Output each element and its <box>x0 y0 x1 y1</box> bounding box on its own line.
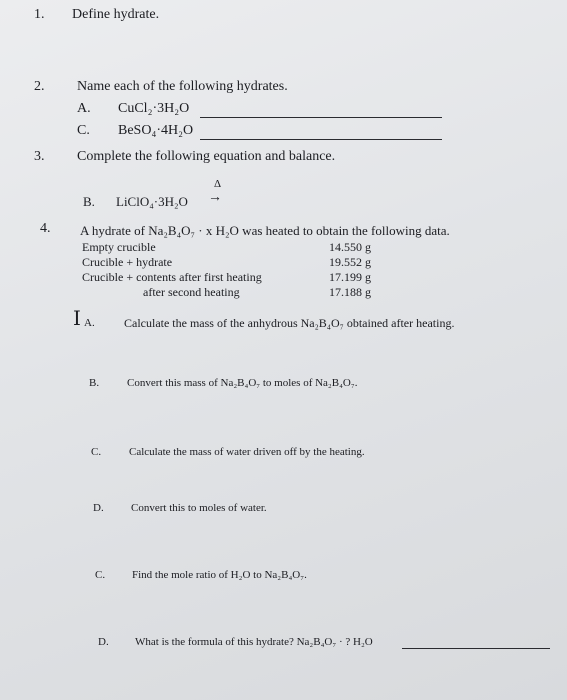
text-cursor-icon: I <box>73 306 81 330</box>
data-row-label: Crucible + hydrate <box>82 255 173 269</box>
q4-part-letter: D. <box>93 502 104 514</box>
q3-reactant: LiClO₄·3H₂O <box>116 194 188 209</box>
q4-part-text: Calculate the mass of the anhydrous Na₂B₄O₇ obtained after heating. <box>124 316 455 330</box>
q4-formula-answer-line[interactable] <box>402 648 550 649</box>
q2-item-c-answer-line[interactable] <box>200 139 442 140</box>
data-row-value: 17.188 g <box>329 285 371 299</box>
q2-item-c-formula: BeSO₄·4H₂O <box>118 123 194 138</box>
q2-item-c-letter: C. <box>77 123 90 138</box>
q1-number: 1. <box>34 7 45 22</box>
q2-item-a-letter: A. <box>77 101 91 116</box>
q2-number: 2. <box>34 79 45 94</box>
data-row-label: after second heating <box>143 285 240 299</box>
heat-symbol: Δ <box>214 178 222 190</box>
q4-part-text: Convert this to moles of water. <box>131 502 267 514</box>
q3-part-letter: B. <box>83 194 95 209</box>
q4-part-text: Calculate the mass of water driven off by the heating. <box>129 446 365 458</box>
q4-intro: A hydrate of Na₂B₄O₇ · x H₂O was heated to obtain the following data. <box>80 223 450 238</box>
q4-number: 4. <box>40 221 51 236</box>
data-row-value: 19.552 g <box>329 255 371 269</box>
reaction-arrow-icon: → <box>208 190 222 205</box>
q4-part-text: What is the formula of this hydrate? Na₂B₄O₇ · ? H₂O <box>135 636 373 648</box>
q2-text: Name each of the following hydrates. <box>77 79 288 94</box>
q4-part-letter: C. <box>91 446 102 458</box>
q3-number: 3. <box>34 149 45 164</box>
data-row-value: 17.199 g <box>329 270 371 284</box>
q1-text: Define hydrate. <box>72 7 160 22</box>
data-row-value: 14.550 g <box>329 240 371 254</box>
q4-part-letter: A. <box>84 317 95 329</box>
data-row-label: Crucible + contents after first heating <box>82 270 262 284</box>
data-row-label: Empty crucible <box>82 240 156 254</box>
q4-part-text: Convert this mass of Na₂B₄O₇ to moles of Na₂B₄O₇. <box>127 377 358 389</box>
q2-item-a-formula: CuCl₂·3H₂O <box>118 101 190 116</box>
q4-part-letter: B. <box>89 377 100 389</box>
q3-text: Complete the following equation and balance. <box>77 149 336 164</box>
q2-item-a-answer-line[interactable] <box>200 117 442 118</box>
q4-part-letter: D. <box>98 636 109 648</box>
q4-part-text: Find the mole ratio of H₂O to Na₂B₄O₇. <box>132 569 307 581</box>
q4-part-letter: C. <box>95 569 106 581</box>
